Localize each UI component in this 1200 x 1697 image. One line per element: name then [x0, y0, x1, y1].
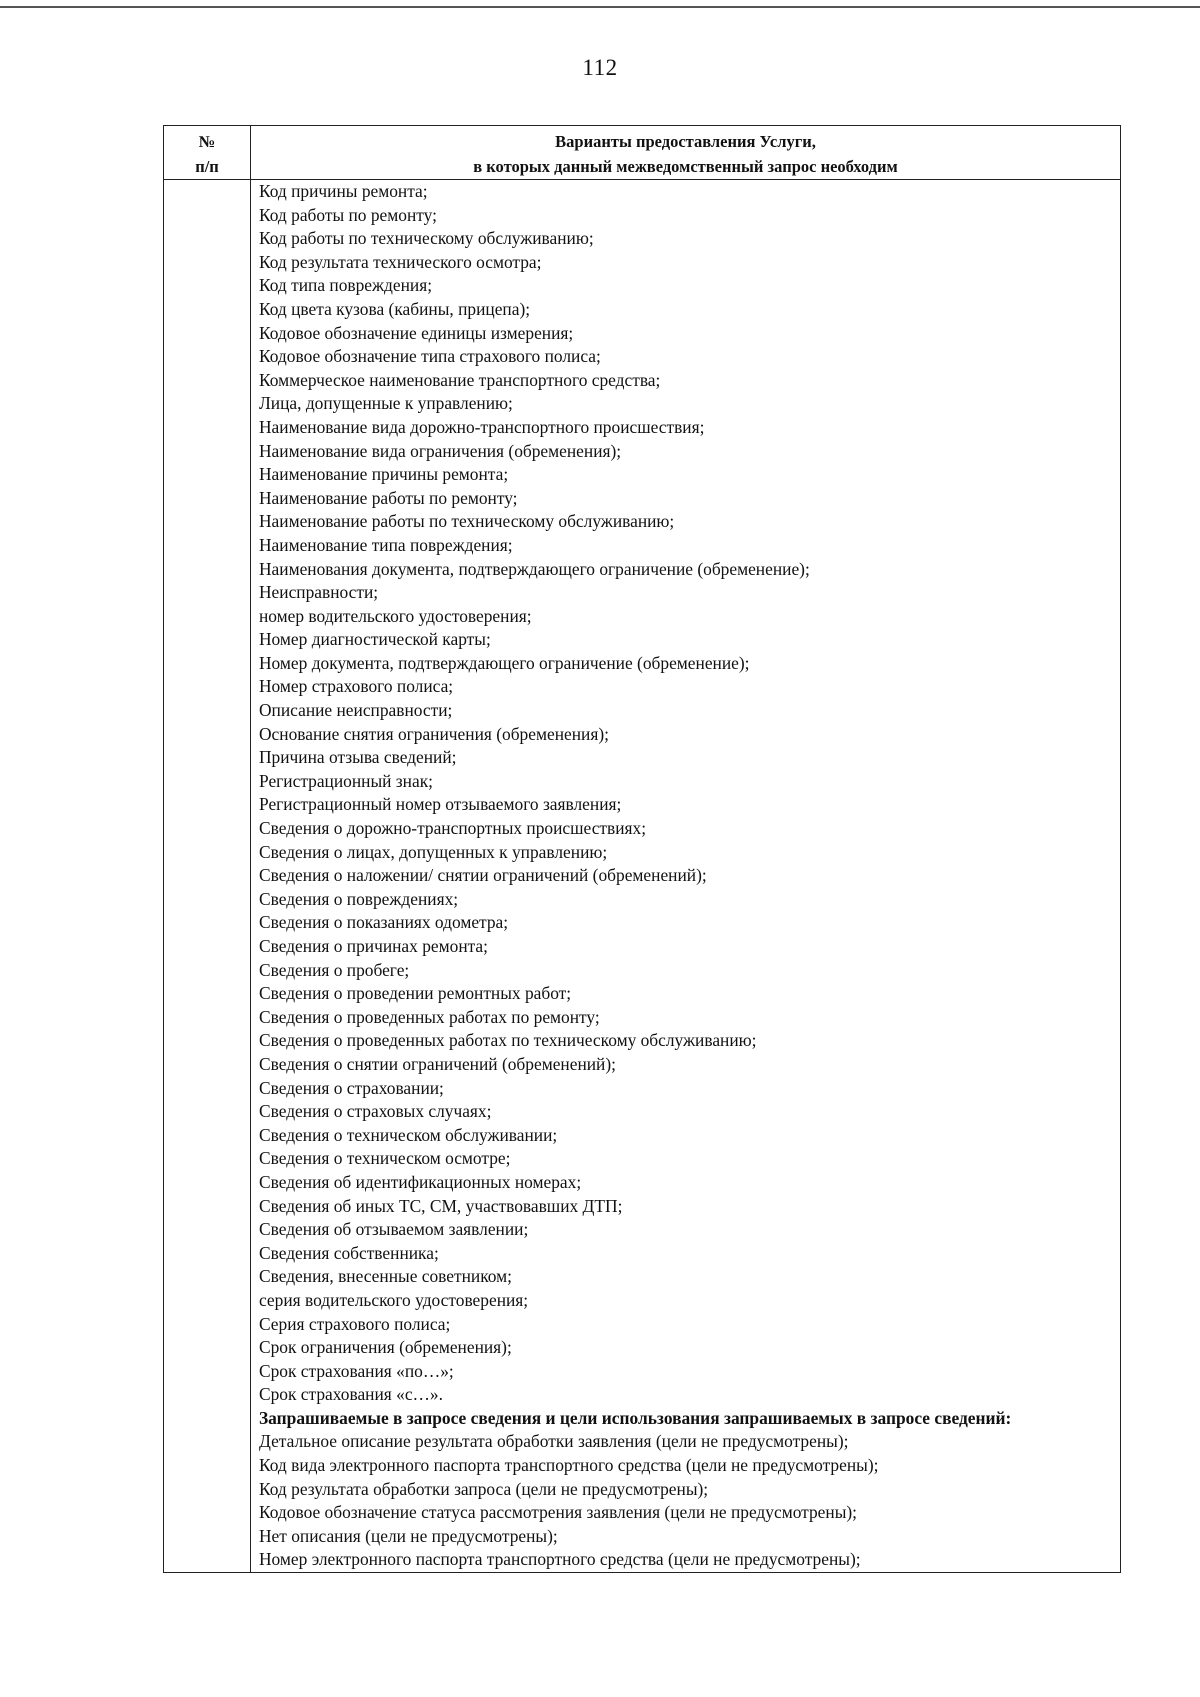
list-item: Сведения о проведенных работах по ремонту;: [259, 1006, 600, 1027]
list-item: Кодовое обозначение статуса рассмотрения заявления (цели не предусмотрены);: [259, 1502, 858, 1523]
list-item: Сведения о лицах, допущенных к управлению;: [259, 841, 608, 862]
list-item: Сведения об идентификационных номерах;: [259, 1171, 582, 1192]
list-item: Наименование причины ремонта;: [259, 464, 509, 485]
list-item: Кодовое обозначение типа страхового полиса;: [259, 346, 601, 367]
list-item: Код работы по ремонту;: [259, 204, 437, 225]
list-item: Сведения об отзываемом заявлении;: [259, 1219, 529, 1240]
table-body-row: [164, 180, 1121, 1573]
list-item: Сведения о дорожно-транспортных происшествиях;: [259, 818, 647, 839]
list-item: Регистрационный знак;: [259, 770, 433, 791]
section-heading: Запрашиваемые в запросе сведения и цели использования запрашиваемых в запросе сведений:: [259, 1407, 1012, 1428]
list-item: Лица, допущенные к управлению;: [259, 393, 513, 414]
list-item: Наименования документа, подтверждающего ограничение (обременение);: [259, 558, 810, 579]
list-item: Сведения о повреждениях;: [259, 888, 459, 909]
header-number-column: [164, 126, 251, 180]
list-item: Срок ограничения (обременения);: [259, 1337, 512, 1358]
list-item: Наименование вида дорожно-транспортного происшествия;: [259, 416, 705, 437]
list-item: номер водительского удостоверения;: [259, 605, 532, 626]
list-item: Номер документа, подтверждающего ограничение (обременение);: [259, 652, 750, 673]
list-item: Нет описания (цели не предусмотрены);: [259, 1525, 558, 1546]
list-item: Сведения, внесенные советником;: [259, 1266, 512, 1287]
top-rule: [0, 6, 1200, 8]
list-item: Код типа повреждения;: [259, 275, 433, 296]
list-item: Неисправности;: [259, 582, 379, 603]
list-item: Код результата обработки запроса (цели не предусмотрены);: [259, 1478, 709, 1499]
header-number-line1: №: [198, 132, 216, 151]
list-item: Номер страхового полиса;: [259, 676, 454, 697]
list-item: Серия страхового полиса;: [259, 1313, 451, 1334]
number-cell: [164, 180, 251, 1573]
list-item: Срок страхования «с…».: [259, 1384, 443, 1405]
list-item: Описание неисправности;: [259, 700, 453, 721]
list-item: Наименование работы по техническому обслуживанию;: [259, 511, 675, 532]
list-item: Номер диагностической карты;: [259, 629, 491, 650]
page-number: 112: [582, 55, 618, 80]
list-item: Сведения о показаниях одометра;: [259, 912, 509, 933]
list-item: Сведения о причинах ремонта;: [259, 936, 488, 956]
list-item: Код причины ремонта;: [259, 181, 428, 201]
list-item: Сведения об иных ТС, СМ, участвовавших ДТП;: [259, 1195, 623, 1216]
list-item: Наименование типа повреждения;: [259, 534, 513, 555]
list-item: Основание снятия ограничения (обременения);: [259, 723, 609, 744]
list-item: Код результата технического осмотра;: [259, 251, 542, 272]
list-item: Детальное описание результата обработки заявления (цели не предусмотрены);: [259, 1431, 849, 1452]
list-item: Причина отзыва сведений;: [259, 747, 457, 768]
header-number-line2: п/п: [195, 157, 219, 176]
list-item: Сведения о пробеге;: [259, 959, 410, 980]
list-item: Код работы по техническому обслуживанию;: [259, 228, 594, 249]
list-item: Коммерческое наименование транспортного средства;: [259, 369, 661, 390]
list-item: серия водительского удостоверения;: [259, 1289, 529, 1310]
list-item: Сведения о наложении/ снятии ограничений (обременений);: [259, 865, 707, 886]
list-item: Код вида электронного паспорта транспортного средства (цели не предусмотрены);: [259, 1455, 879, 1476]
list-item: Регистрационный номер отзываемого заявления;: [259, 794, 622, 815]
list-item: Сведения о техническом осмотре;: [259, 1148, 511, 1169]
list-item: Сведения о страховых случаях;: [259, 1101, 492, 1122]
list-item: Наименование работы по ремонту;: [259, 487, 518, 508]
list-item: Сведения о проведенных работах по техническому обслуживанию;: [259, 1030, 757, 1051]
requirements-table: [163, 125, 1121, 1573]
list-item: Код цвета кузова (кабины, прицепа);: [259, 298, 531, 319]
variants-list-cell: [251, 180, 1121, 1573]
list-item: Сведения собственника;: [259, 1242, 439, 1263]
list-item: Сведения о проведении ремонтных работ;: [259, 983, 572, 1004]
header-variants-line1: Варианты предоставления Услуги,: [555, 132, 816, 151]
list-item: Сведения о снятии ограничений (обременений);: [259, 1053, 616, 1074]
header-variants-column: [251, 126, 1121, 180]
table-header-row: [164, 126, 1121, 180]
list-item: Номер электронного паспорта транспортного средства (цели не предусмотрены);: [259, 1549, 861, 1570]
list-item: Кодовое обозначение единицы измерения;: [259, 322, 574, 343]
list-item: Срок страхования «по…»;: [259, 1360, 454, 1381]
list-item: Сведения о техническом обслуживании;: [259, 1124, 558, 1145]
list-item: Наименование вида ограничения (обременения);: [259, 440, 622, 461]
list-item: Сведения о страховании;: [259, 1077, 444, 1098]
header-variants-line2: в которых данный межведомственный запрос необходим: [473, 157, 898, 176]
